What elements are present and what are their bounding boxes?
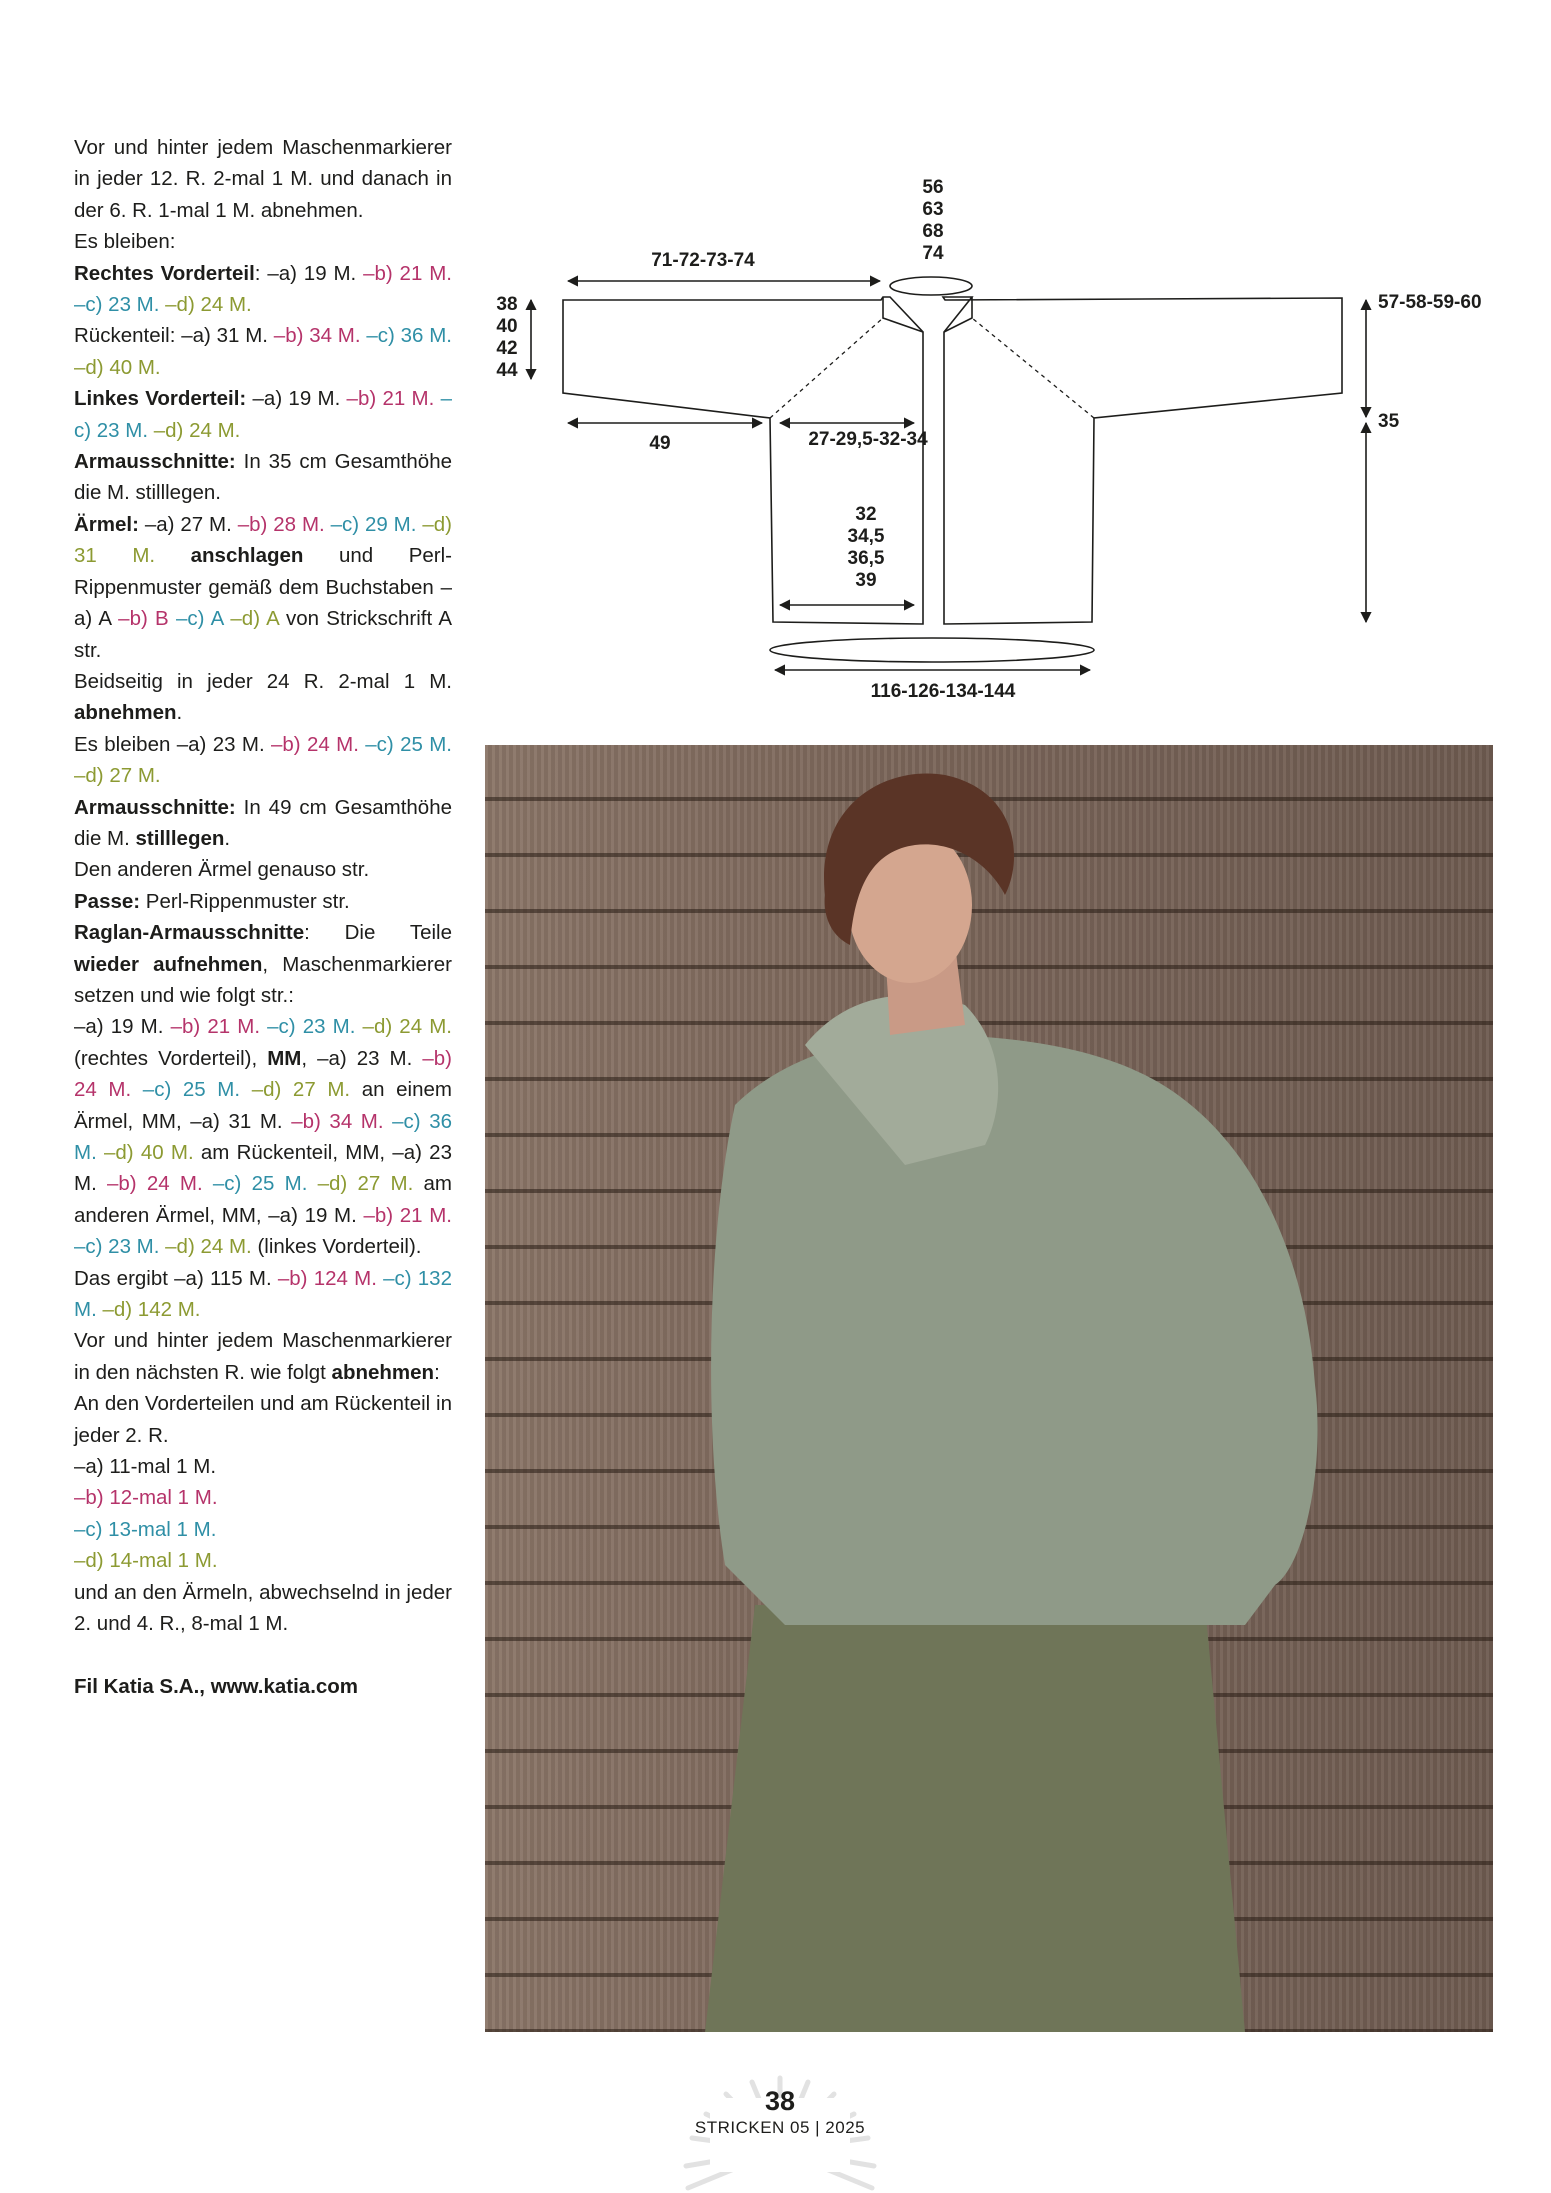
size-b: –b) 34 M. — [282, 1109, 384, 1133]
size-d: –d) 31 M. — [74, 512, 452, 568]
size-a: Es bleiben –a) 23 M. — [74, 732, 265, 756]
size-a: –a) 31 M. — [190, 1109, 283, 1133]
model-photo — [485, 745, 1493, 2032]
size-a: –a) 19 M. — [246, 387, 341, 411]
size-a: , –a) 23 M. — [301, 1046, 413, 1070]
text: an einem Ärmel, MM, — [74, 1078, 452, 1133]
size-d: –d) 24 M. — [159, 293, 252, 317]
hem-label: 116-126-134-144 — [870, 681, 1016, 702]
size-c: –c) 25 M. — [358, 732, 452, 756]
size-c: –c) 25 M. — [131, 1078, 241, 1102]
paragraph-passe — [74, 886, 452, 917]
page-footer — [640, 2085, 920, 2139]
size-b: –b) 24 M. — [74, 1046, 452, 1102]
paragraph-armausschnitte-2 — [74, 792, 452, 855]
neck-label-4: 74 — [922, 243, 944, 264]
size-line-d — [74, 1545, 452, 1576]
size-a: Das ergibt –a) 115 M. — [74, 1266, 272, 1290]
right-35-label: 35 — [1378, 411, 1400, 432]
photo-illustration — [485, 745, 1493, 2032]
text: und Perl-Rippenmuster gemäß dem Buchstaben — [74, 544, 452, 599]
label: Rechtes Vorderteil — [74, 261, 255, 285]
size-b: –b) B — [110, 607, 169, 631]
text: und an den Ärmeln, abwechselnd in jeder 2. und 4. R., 8-mal 1 M. — [74, 1580, 452, 1636]
size-c: –c) 29 M. — [324, 512, 417, 536]
label: Raglan-Armausschnitte — [74, 921, 305, 945]
paragraph-armausschnitte — [74, 446, 452, 509]
neck-label-3: 68 — [922, 221, 944, 242]
front-width-label-3: 36,5 — [847, 548, 885, 569]
raglan-line-right — [972, 318, 1094, 418]
size-b: –b) 34 M. — [268, 324, 361, 348]
raglan-label: 27-29,5-32-34 — [808, 429, 928, 450]
size-b: –b) 21 M. — [340, 387, 435, 411]
neck-ellipse — [890, 277, 972, 295]
size-b: –b) 12-mal 1 M. — [74, 1486, 218, 1510]
text: Es bleiben: — [74, 230, 176, 254]
text: . — [176, 701, 183, 725]
text: : Die Teile — [304, 921, 452, 945]
size-c: –c) 23 M. — [74, 1235, 160, 1259]
size-c: –c) 25 M. — [202, 1172, 308, 1196]
size-d: –d) 24 M. — [159, 1235, 252, 1259]
paragraph-linkes-vorderteil — [74, 383, 452, 446]
neck-label-1: 56 — [922, 177, 944, 198]
size-d: –d) 27 M. — [74, 764, 161, 788]
size-a: : –a) 19 M. — [254, 261, 357, 285]
paragraph — [74, 1577, 452, 1640]
front-width-label-1: 32 — [855, 504, 877, 525]
paragraph-beidseitig — [74, 666, 452, 729]
size-line-b — [74, 1482, 452, 1513]
size-b: –b) 124 M. — [271, 1266, 377, 1290]
credit-line: Fil Katia S.A., www.katia.com — [74, 1674, 359, 1698]
text: . — [224, 826, 231, 850]
front-width-label-2: 34,5 — [847, 526, 885, 547]
size-a: –a) 11-mal 1 M. — [74, 1455, 217, 1479]
size-c: –c) 23 M. — [74, 293, 160, 317]
raglan-line-left — [770, 318, 883, 418]
right-top-label: 57-58-59-60 — [1378, 292, 1482, 313]
size-b: –b) 28 M. — [231, 512, 325, 536]
page-number: 38 — [764, 2086, 796, 2116]
size-c: –c) 36 M. — [360, 324, 453, 348]
text: Vor und hinter jedem Maschenmarkierer in jeder 12. R. 2-mal 1 M. und danach in der 6. R. 1-mal 1 M. abnehmen. — [74, 136, 452, 222]
size-b: –b) 21 M. — [356, 1203, 452, 1227]
bold-text: wieder aufnehmen — [74, 952, 263, 976]
text: Vor und hinter jedem Maschenmarkierer in den nächsten R. wie folgt — [74, 1329, 452, 1384]
text: Beidseitig in jeder 24 R. 2-mal 1 M. — [74, 669, 452, 693]
magazine-issue: STRICKEN 05 | 2025 — [694, 2118, 866, 2137]
paragraph-rueckenteil — [74, 320, 452, 383]
label: Armausschnitte: — [74, 795, 236, 819]
text: Den anderen Ärmel genauso str. — [74, 858, 370, 882]
text: am anderen Ärmel, MM, — [74, 1172, 452, 1227]
size-c: –c) 36 M. — [74, 1109, 453, 1164]
size-a: –a) A — [74, 575, 452, 631]
size-d: –d) 14-mal 1 M. — [74, 1549, 218, 1573]
size-a: –a) 27 M. — [138, 512, 232, 536]
paragraph-es-bleiben — [74, 729, 452, 792]
text: An den Vorderteilen und am Rückenteil in jeder 2. R. — [74, 1392, 452, 1447]
size-a: –a) 23 M. — [74, 1141, 452, 1196]
front-width-label-4: 39 — [855, 570, 877, 591]
text: In 35 cm Gesamthöhe die M. stilllegen. — [74, 450, 452, 505]
text: (linkes Vorderteil). — [251, 1235, 422, 1259]
size-a: Rückenteil: –a) 31 M. — [74, 324, 268, 348]
paragraph — [74, 226, 452, 257]
size-d: –d) 27 M. — [307, 1172, 414, 1196]
paragraph — [74, 854, 452, 885]
size-line-a — [74, 1451, 452, 1482]
bold-text: MM — [267, 1046, 302, 1070]
paragraph-stitch-distribution — [74, 1011, 452, 1262]
size-b: –b) 24 M. — [96, 1172, 203, 1196]
size-d: –d) 142 M. — [96, 1298, 201, 1322]
jacket-shape — [711, 1035, 1318, 1625]
size-d: –d) A — [223, 607, 279, 631]
paragraph — [74, 132, 452, 226]
paragraph-raglan — [74, 917, 452, 1011]
bold-text: anschlagen — [155, 544, 304, 568]
size-b: –b) 24 M. — [264, 732, 359, 756]
label: Passe: — [74, 889, 141, 913]
size-c: –c) 23 M. — [74, 387, 453, 442]
trousers-shape — [705, 1605, 1245, 2032]
bold-text: abnehmen — [331, 1360, 435, 1384]
text: am Rückenteil, MM, — [193, 1141, 393, 1164]
size-line-c — [74, 1514, 452, 1545]
size-a: –a) 19 M. — [74, 1015, 164, 1039]
label: Armausschnitte: — [74, 450, 236, 474]
text: Perl-Rippenmuster str. — [140, 889, 350, 913]
size-d: –d) 24 M. — [355, 1015, 452, 1039]
size-c: –c) A — [168, 607, 224, 631]
label: Ärmel: — [74, 512, 139, 536]
hem-ellipse — [770, 638, 1094, 662]
bold-text: stilllegen — [135, 826, 225, 850]
left-height-label-3: 42 — [496, 338, 518, 359]
schematic-diagram — [490, 170, 1500, 720]
size-d: –d) 24 M. — [148, 418, 241, 442]
paragraph-aermel — [74, 509, 452, 666]
instructions-column — [74, 132, 452, 1702]
label: Linkes Vorderteil: — [74, 387, 247, 411]
paragraph-vor-und-hinter — [74, 1325, 452, 1388]
bold-text: abnehmen — [74, 701, 177, 725]
neck-label-2: 63 — [922, 199, 944, 220]
text: (rechtes Vorderteil), — [74, 1046, 268, 1070]
size-d: –d) 40 M. — [96, 1141, 194, 1164]
paragraph-das-ergibt — [74, 1263, 452, 1326]
paragraph-rechtes-vorderteil — [74, 258, 452, 321]
size-b: –b) 21 M. — [356, 261, 452, 285]
text: von Strickschrift A str. — [74, 607, 452, 662]
size-d: –d) 40 M. — [74, 355, 161, 379]
sleeve-label: 49 — [649, 433, 671, 454]
text: , Maschenmarkierer setzen und wie folgt str.: — [74, 952, 452, 1007]
left-height-label-1: 38 — [496, 294, 518, 315]
text: In 49 cm Gesamthöhe die M. — [74, 795, 452, 850]
size-d: –d) 27 M. — [240, 1078, 351, 1102]
size-c: –c) 132 M. — [74, 1266, 452, 1322]
left-height-label-2: 40 — [496, 316, 518, 337]
paragraph — [74, 1388, 452, 1451]
text: : — [434, 1360, 440, 1384]
top-width-label: 71-72-73-74 — [651, 250, 755, 271]
size-c: –c) 13-mal 1 M. — [74, 1517, 217, 1541]
garment-outline-right — [943, 297, 1342, 624]
size-b: –b) 21 M. — [163, 1015, 261, 1039]
size-a: –a) 19 M. — [268, 1203, 357, 1227]
size-c: –c) 23 M. — [260, 1015, 356, 1039]
left-height-label-4: 44 — [496, 360, 518, 381]
